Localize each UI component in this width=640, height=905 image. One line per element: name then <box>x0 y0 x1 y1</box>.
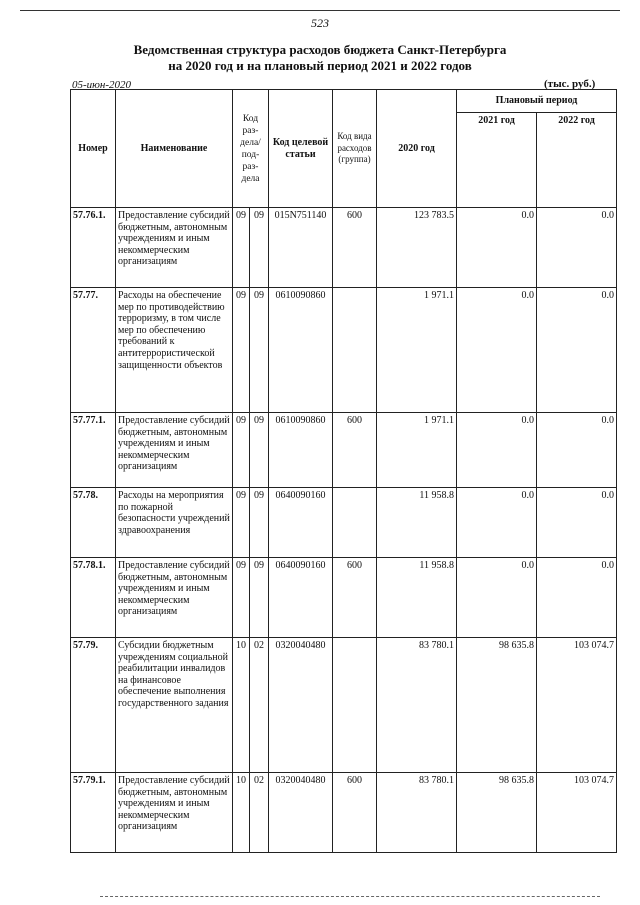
row-number: 57.79. <box>71 638 116 773</box>
row-2021: 98 635.8 <box>457 638 537 773</box>
header-expense-type: Код вида расходов (группа) <box>333 90 377 208</box>
budget-table <box>70 89 617 853</box>
row-2020: 11 958.8 <box>377 558 457 638</box>
row-target: 0320040480 <box>269 773 333 853</box>
header-planned-period: Плановый период <box>457 90 617 113</box>
row-subsection: 09 <box>250 288 269 413</box>
table-body <box>71 208 617 853</box>
row-target: 0610090860 <box>269 288 333 413</box>
row-name: Предоставление субсидий бюджетным, автономным учреждениям и иным некоммерческим организациям <box>116 773 233 853</box>
row-target: 0320040480 <box>269 638 333 773</box>
table-row <box>71 413 617 488</box>
row-2021: 0.0 <box>457 288 537 413</box>
header-2021: 2021 год <box>457 113 537 208</box>
row-expense-type <box>333 638 377 773</box>
table-row <box>71 558 617 638</box>
header-section: Код раз-дела/ под-раз-дела <box>233 90 269 208</box>
row-number: 57.76.1. <box>71 208 116 288</box>
table-row <box>71 638 617 773</box>
row-expense-type: 600 <box>333 773 377 853</box>
row-2020: 83 780.1 <box>377 773 457 853</box>
row-section: 10 <box>233 638 250 773</box>
row-2022: 0.0 <box>537 488 617 558</box>
row-expense-type: 600 <box>333 558 377 638</box>
row-section: 10 <box>233 773 250 853</box>
row-2020: 1 971.1 <box>377 413 457 488</box>
table-row <box>71 208 617 288</box>
header-2022: 2022 год <box>537 113 617 208</box>
row-2020: 83 780.1 <box>377 638 457 773</box>
row-2022: 0.0 <box>537 288 617 413</box>
row-section: 09 <box>233 488 250 558</box>
header-target: Код целевой статьи <box>269 90 333 208</box>
row-2021: 0.0 <box>457 558 537 638</box>
row-2021: 98 635.8 <box>457 773 537 853</box>
row-name: Предоставление субсидий бюджетным, автономным учреждениям и иным некоммерческим организациям <box>116 558 233 638</box>
header-number: Номер <box>71 90 116 208</box>
row-name: Субсидии бюджетным учреждениям социальной реабилитации инвалидов на финансовое обеспечение выполнения государственного задания <box>116 638 233 773</box>
row-2022: 0.0 <box>537 413 617 488</box>
row-expense-type <box>333 488 377 558</box>
header-name: Наименование <box>116 90 233 208</box>
row-expense-type: 600 <box>333 413 377 488</box>
table-row <box>71 288 617 413</box>
bottom-rule <box>100 896 600 897</box>
row-2022: 103 074.7 <box>537 638 617 773</box>
row-name: Расходы на обеспечение мер по противодействию терроризму, в том числе мер по обеспечению требований к антитеррористической защищенности объектов <box>116 288 233 413</box>
row-2022: 103 074.7 <box>537 773 617 853</box>
header-2020: 2020 год <box>377 90 457 208</box>
row-2022: 0.0 <box>537 208 617 288</box>
units-label: (тыс. руб.) <box>544 78 596 90</box>
row-2021: 0.0 <box>457 208 537 288</box>
row-target: 015N751140 <box>269 208 333 288</box>
row-section: 09 <box>233 208 250 288</box>
row-number: 57.79.1. <box>71 773 116 853</box>
row-2021: 0.0 <box>457 488 537 558</box>
row-section: 09 <box>233 413 250 488</box>
row-target: 0610090860 <box>269 413 333 488</box>
row-expense-type: 600 <box>333 208 377 288</box>
top-rule <box>20 10 620 11</box>
row-subsection: 09 <box>250 413 269 488</box>
row-2021: 0.0 <box>457 413 537 488</box>
row-name: Предоставление субсидий бюджетным, автономным учреждениям и иным некоммерческим организациям <box>116 208 233 288</box>
document-date: 05-июн-2020 <box>72 79 132 91</box>
row-number: 57.78. <box>71 488 116 558</box>
row-2020: 1 971.1 <box>377 288 457 413</box>
row-subsection: 09 <box>250 558 269 638</box>
row-2020: 123 783.5 <box>377 208 457 288</box>
row-section: 09 <box>233 558 250 638</box>
row-section: 09 <box>233 288 250 413</box>
page-number: 523 <box>311 16 329 30</box>
row-expense-type <box>333 288 377 413</box>
row-subsection: 02 <box>250 638 269 773</box>
row-number: 57.77. <box>71 288 116 413</box>
row-number: 57.78.1. <box>71 558 116 638</box>
row-2022: 0.0 <box>537 558 617 638</box>
row-name: Расходы на мероприятия по пожарной безопасности учреждений здравоохранения <box>116 488 233 558</box>
row-target: 0640090160 <box>269 558 333 638</box>
document-title <box>0 42 640 74</box>
table-row <box>71 773 617 853</box>
table-row <box>71 488 617 558</box>
row-2020: 11 958.8 <box>377 488 457 558</box>
title-line-1: Ведомственная структура расходов бюджета Санкт-Петербурга <box>133 42 507 57</box>
row-name: Предоставление субсидий бюджетным, автономным учреждениям и иным некоммерческим организациям <box>116 413 233 488</box>
row-subsection: 02 <box>250 773 269 853</box>
title-line-2: на 2020 год и на плановый период 2021 и 2022 годов <box>168 58 472 73</box>
row-subsection: 09 <box>250 488 269 558</box>
row-target: 0640090160 <box>269 488 333 558</box>
row-subsection: 09 <box>250 208 269 288</box>
table-header <box>71 90 617 208</box>
row-number: 57.77.1. <box>71 413 116 488</box>
